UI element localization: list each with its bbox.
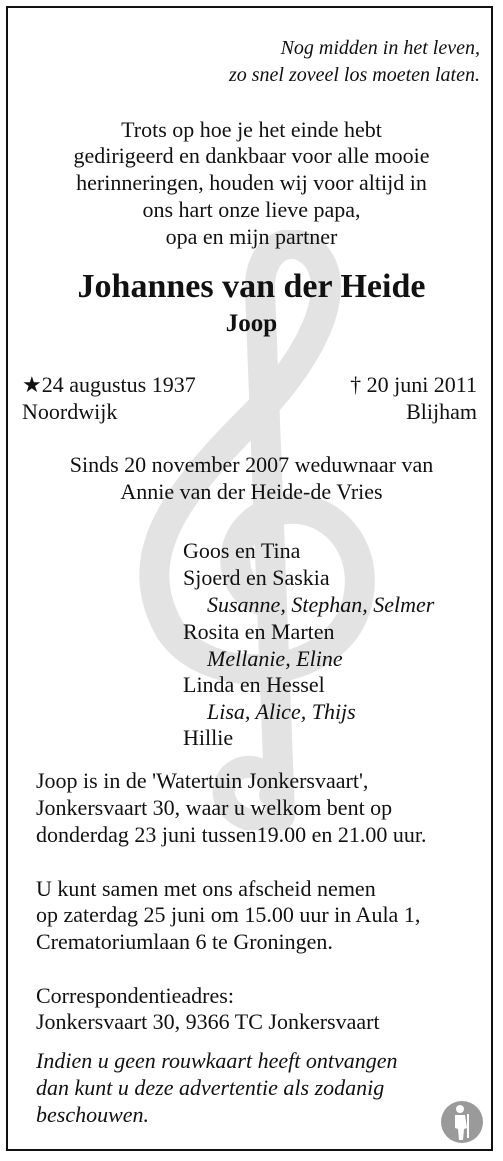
intro-line: gedirigeerd en dankbaar voor alle mooie <box>73 143 430 168</box>
farewell-line: Crematoriumlaan 6 te Groningen. <box>36 929 333 954</box>
grandchildren: Susanne, Stephan, Selmer <box>207 592 435 617</box>
visit-line: donderdag 23 juni tussen19.00 en 21.00 uur. <box>36 822 427 847</box>
family-member: Hillie <box>183 725 234 750</box>
deceased-nickname: Joop <box>225 310 278 337</box>
notice-line: dan kunt u deze advertentie als zodanig <box>36 1075 385 1100</box>
birth-star-icon: ★ <box>22 372 42 397</box>
deceased-name: Johannes van der Heide <box>77 268 426 305</box>
family-member: Sjoerd en Saskia <box>183 565 330 590</box>
grandchildren: Lisa, Alice, Thijs <box>207 699 356 724</box>
grandchildren: Mellanie, Eline <box>207 646 343 671</box>
farewell-line: op zaterdag 25 juni om 15.00 uur in Aula 1, <box>36 902 421 927</box>
farewell-line: U kunt samen met ons afscheid nemen <box>36 876 376 901</box>
death-cross-icon: † <box>350 372 362 397</box>
intro-line: Trots op hoe je het einde hebt <box>121 117 382 142</box>
death-place: Blijham <box>406 399 477 424</box>
family-member: Rosita en Marten <box>183 619 335 644</box>
birth-date: 24 augustus 1937 <box>41 372 196 397</box>
motto-line-2: zo snel zoveel los moeten laten. <box>228 64 480 86</box>
visit-line: Joop is in de 'Watertuin Jonkersvaart', <box>36 768 369 793</box>
intro-line: opa en mijn partner <box>165 224 338 249</box>
notice-line: beschouwen. <box>36 1102 150 1127</box>
birth-info <box>22 372 196 398</box>
widower-line-2: Annie van der Heide-de Vries <box>120 479 383 504</box>
family-member: Goos en Tina <box>183 538 301 563</box>
family-member: Linda en Hessel <box>183 672 325 697</box>
motto-line-1: Nog midden in het leven, <box>280 37 480 59</box>
birth-place: Noordwijk <box>22 399 118 424</box>
death-date: 20 juni 2011 <box>366 372 477 397</box>
death-info <box>350 372 477 398</box>
correspondence-label: Correspondentieadres: <box>36 983 234 1008</box>
mourning-figure-logo-icon <box>440 1098 484 1146</box>
intro-line: herinneringen, houden wij voor altijd in <box>76 170 427 195</box>
notice-line: Indien u geen rouwkaart heeft ontvangen <box>36 1048 398 1073</box>
visit-line: Jonkersvaart 30, waar u welkom bent op <box>36 795 393 820</box>
intro-line: ons hart onze lieve papa, <box>142 197 361 222</box>
widower-line-1: Sinds 20 november 2007 weduwnaar van <box>69 452 434 477</box>
correspondence-address: Jonkersvaart 30, 9366 TC Jonkersvaart <box>36 1009 380 1034</box>
